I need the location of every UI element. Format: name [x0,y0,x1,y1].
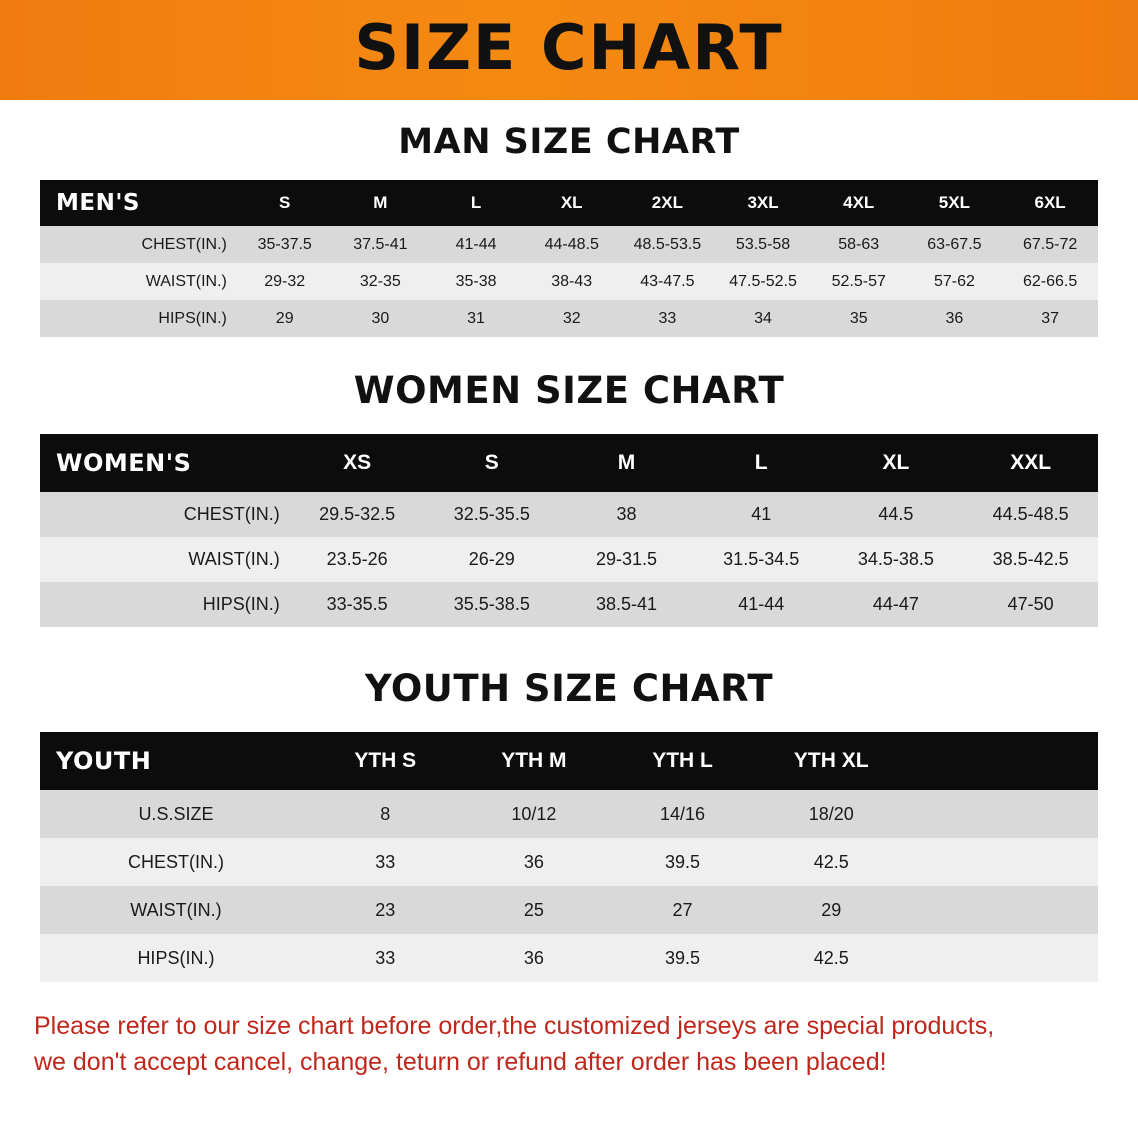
man-header-l: L [470,193,482,212]
women-table-head [40,434,1098,492]
table-cell: 47-50 [1007,594,1054,614]
women-section-heading: WOMEN SIZE CHART [353,369,785,412]
table-cell: 14/16 [660,803,706,824]
table-cell: 32-35 [359,272,401,290]
youth-row-label-chest: CHEST(IN.) [127,851,224,872]
table-row [40,300,1098,337]
table-cell: 39.5 [665,851,701,872]
table-cell-empty [906,934,1098,982]
table-cell: 35 [849,309,868,327]
table-cell: 33-35.5 [326,594,388,614]
table-cell: 37.5-41 [353,235,408,253]
table-cell: 48.5-53.5 [633,235,702,253]
man-row-label-hips: HIPS(IN.) [158,309,227,327]
youth-header-xl: YTH XL [793,749,869,772]
table-header-row [40,180,1098,226]
table-cell: 23.5-26 [326,549,388,569]
women-header-xs: XS [343,451,372,474]
table-cell: 25 [523,899,544,920]
table-cell: 29 [821,899,842,920]
man-header-2xl: 2XL [651,193,683,212]
women-row-label-chest: CHEST(IN.) [183,504,280,524]
table-header-row [40,732,1098,790]
man-header-m: M [373,193,388,212]
table-header-row [40,434,1098,492]
page-banner [0,0,1138,100]
man-header-xl: XL [560,193,583,212]
table-cell: 26-29 [468,549,515,569]
man-table-body [40,226,1098,337]
youth-size-table [40,732,1098,982]
table-cell: 33 [375,851,396,872]
policy-note-line-2: we don't accept cancel, change, teturn or refund after order has been placed! [34,1048,887,1077]
table-cell: 41-44 [738,594,785,614]
women-row-label-waist: WAIST(IN.) [188,549,280,569]
youth-header-spacer [906,732,1098,790]
table-cell: 67.5-72 [1022,235,1078,253]
man-header-3xl: 3XL [747,193,779,212]
table-cell: 36 [523,851,544,872]
women-table-wrapper [40,434,1098,627]
table-cell: 36 [945,309,964,327]
youth-header-m: YTH M [501,749,567,772]
table-cell: 41 [751,504,772,524]
youth-header-l: YTH L [652,749,713,772]
page-title: SIZE CHART [354,11,784,84]
table-row [40,492,1098,537]
table-cell: 38.5-42.5 [992,549,1069,569]
table-cell-empty [906,790,1098,838]
table-cell: 29.5-32.5 [319,504,396,524]
table-cell: 58-63 [838,235,880,253]
table-row [40,838,1098,886]
table-cell: 41-44 [455,235,497,253]
youth-header-s: YTH S [354,749,417,772]
man-table-wrapper [40,180,1098,337]
youth-table-head [40,732,1098,790]
women-header-xxl: XXL [1010,451,1052,474]
table-cell: 35-38 [455,272,497,290]
table-cell: 53.5-58 [735,235,791,253]
women-table-body [40,492,1098,627]
table-cell: 42.5 [813,947,849,968]
table-row [40,263,1098,300]
women-header-xl: XL [882,451,910,474]
table-cell: 44-47 [872,594,919,614]
youth-row-label-us-size: U.S.SIZE [138,803,214,824]
table-cell-empty [906,838,1098,886]
youth-table-body [40,790,1098,982]
table-cell: 35.5-38.5 [453,594,530,614]
man-row-label-waist: WAIST(IN.) [145,272,227,290]
man-table-head [40,180,1098,226]
table-row [40,790,1098,838]
women-header-m: M [617,451,636,474]
table-cell: 62-66.5 [1022,272,1078,290]
table-cell: 44.5-48.5 [992,504,1069,524]
table-cell: 38-43 [551,272,593,290]
table-cell: 33 [658,309,677,327]
man-row-label-chest: CHEST(IN.) [141,235,227,253]
man-header-s: S [279,193,291,212]
youth-row-label-waist: WAIST(IN.) [130,899,222,920]
table-cell: 44-48.5 [544,235,599,253]
women-row-label-hips: HIPS(IN.) [202,594,280,614]
table-cell: 31.5-34.5 [723,549,800,569]
youth-table-wrapper [40,732,1098,982]
women-header-label: WOMEN'S [56,449,192,477]
table-row [40,226,1098,263]
table-row [40,886,1098,934]
table-cell-empty [906,886,1098,934]
women-header-s: S [484,451,499,474]
youth-section-heading: YOUTH SIZE CHART [364,667,774,710]
table-cell: 38 [616,504,637,524]
table-cell: 8 [380,803,391,824]
table-cell: 32.5-35.5 [453,504,530,524]
table-cell: 38.5-41 [595,594,658,614]
table-cell: 18/20 [808,803,854,824]
table-cell: 42.5 [813,851,849,872]
table-cell: 43-47.5 [640,272,695,290]
policy-note [34,1008,1104,1081]
table-cell: 63-67.5 [927,235,982,253]
table-cell: 35-37.5 [257,235,312,253]
table-cell: 30 [371,309,390,327]
table-cell: 57-62 [933,272,975,290]
table-cell: 47.5-52.5 [729,272,797,290]
table-row [40,582,1098,627]
table-cell: 32 [562,309,581,327]
table-cell: 44.5 [878,504,914,524]
youth-row-label-hips: HIPS(IN.) [137,947,215,968]
table-cell: 29-31.5 [595,549,658,569]
man-section-heading: MAN SIZE CHART [398,122,740,162]
table-cell: 27 [672,899,693,920]
man-header-5xl: 5XL [938,193,970,212]
women-header-l: L [754,451,768,474]
man-header-6xl: 6XL [1034,193,1066,212]
table-cell: 10/12 [511,803,557,824]
man-header-label: MEN'S [56,190,140,216]
table-row [40,537,1098,582]
table-cell: 29 [275,309,294,327]
table-cell: 34 [754,309,772,327]
table-cell: 39.5 [665,947,701,968]
table-cell: 37 [1041,309,1060,327]
table-cell: 52.5-57 [831,272,886,290]
youth-header-label: YOUTH [56,747,152,775]
table-cell: 31 [467,309,485,327]
table-cell: 34.5-38.5 [857,549,934,569]
women-size-table [40,434,1098,627]
man-size-table [40,180,1098,337]
table-cell: 33 [375,947,396,968]
table-cell: 29-32 [264,272,306,290]
policy-note-line-1: Please refer to our size chart before order,the customized jerseys are special products, [34,1012,995,1040]
table-cell: 36 [523,947,544,968]
man-header-4xl: 4XL [843,193,875,212]
table-row [40,934,1098,982]
table-cell: 23 [375,899,396,920]
